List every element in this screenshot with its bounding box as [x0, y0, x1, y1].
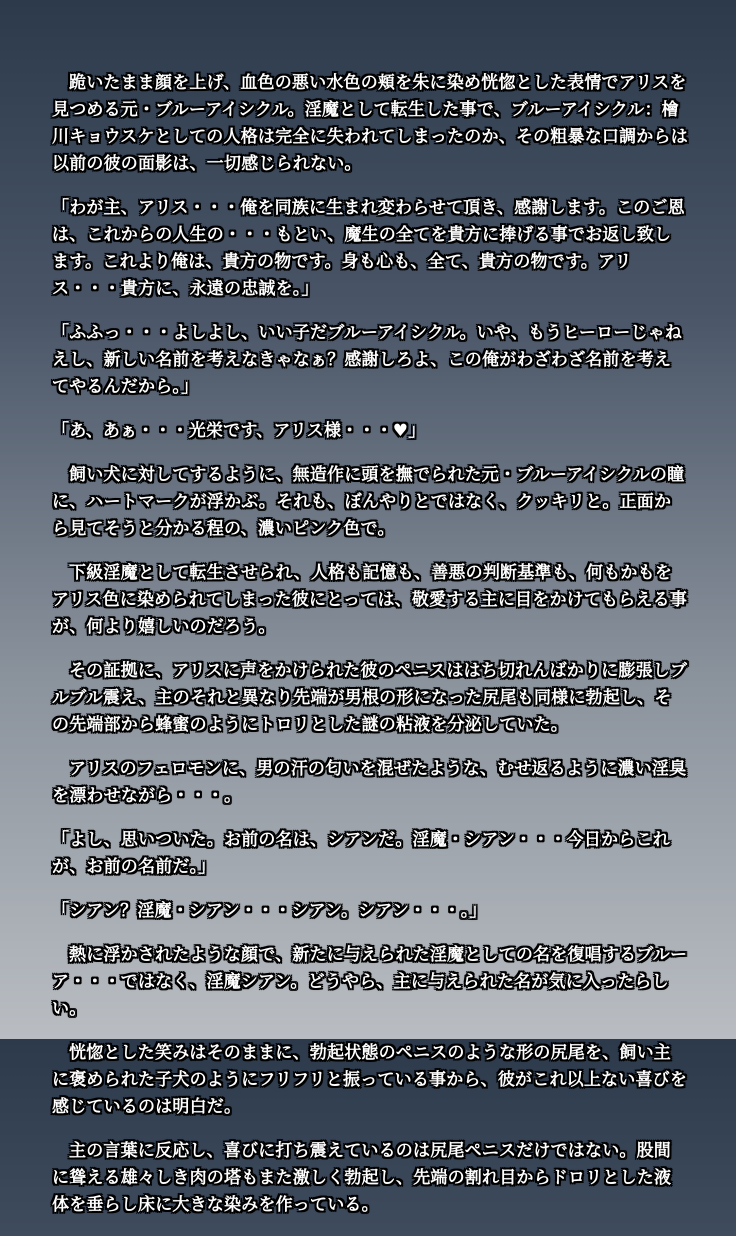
dialogue-paragraph: 「わが主、アリス・・・俺を同族に生まれ変わらせて頂き、感謝します。このご恩は、これからの人生の・・・もとい、魔生の全てを貴方に捧げる事でお返し致します。これより俺は、貴方の物です。身も心も、全て、貴方の物です。アリス・・・貴方に、永遠の忠誠を。」: [52, 198, 685, 299]
narration-paragraph: 主の言葉に反応し、喜びに打ち震えているのは尻尾ペニスだけではない。股間に聳える雄々しき肉の塔もまた激しく勃起し、先端の割れ目からドロリとした液体を垂らし床に大きな染みを作っている。: [52, 1141, 672, 1215]
dialogue-paragraph: 「ふふっ・・・よしよし、いい子だブルーアイシクル。いや、もうヒーローじゃねえし、新しい名前を考えなきゃなぁ？感謝しろよ、この俺がわざわざ名前を考えてやるんだから。」: [52, 323, 683, 397]
dialogue-paragraph: 「よし、思いついた。お前の名は、シアンだ。淫魔・シアン・・・今日からこれが、お前の名前だ。」: [52, 830, 670, 877]
narration-paragraph: 恍惚とした笑みはそのままに、勃起状態のペニスのような形の尻尾を、飼い主に褒められた子犬のようにフリフリと振っている事から、彼がこれ以上ない喜びを感じているのは明白だ。: [52, 1043, 688, 1117]
dialogue-paragraph: 「あ、あぁ・・・光栄です、アリス様・・・♥」: [52, 421, 426, 441]
narration-paragraph: 下級淫魔として転生させられ、人格も記憶も、善悪の判断基準も、何もかもをアリス色に染められてしまった彼にとっては、敬愛する主に目をかけてもらえる事が、何より嬉しいのだろう。: [52, 563, 688, 637]
dialogue-paragraph: 「シアン？淫魔・シアン・・・シアン。シアン・・・。」: [52, 901, 487, 921]
narration-paragraph: 跪いたまま顔を上げ、血色の悪い水色の頬を朱に染め恍惚とした表情でアリスを見つめる元・ブルーアイシクル。淫魔として転生した事で、ブルーアイシクル：檜川キョウスケとしての人格は完全に失われてしまったのか、その粗暴な口調からは以前の彼の面影は、一切感じられない。: [52, 73, 688, 174]
narration-paragraph: アリスのフェロモンに、男の汗の匂いを混ぜたような、むせ返るように濃い淫臭を漂わせながら・・・。: [52, 759, 687, 806]
narration-paragraph: 熱に浮かされたような顔で、新たに与えられた淫魔としての名を復唱するブルーア・・・ではなく、淫魔シアン。どうやら、主に与えられた名が気に入ったらしい。: [52, 945, 688, 1019]
narration-paragraph: 飼い犬に対してするように、無造作に頭を撫でられた元・ブルーアイシクルの瞳に、ハートマークが浮かぶ。それも、ぼんやりとではなく、クッキリと。正面から見てそうと分かる程の、濃いピンク色で。: [52, 465, 685, 539]
narration-paragraph: その証拠に、アリスに声をかけられた彼のペニスははち切れんばかりに膨張しブルブル震え、主のそれと異なり先端が男根の形になった尻尾も同様に勃起し、その先端部から蜂蜜のようにトロリとした謎の粘液を分泌していた。: [52, 661, 688, 735]
text-body: [52, 70, 688, 1236]
